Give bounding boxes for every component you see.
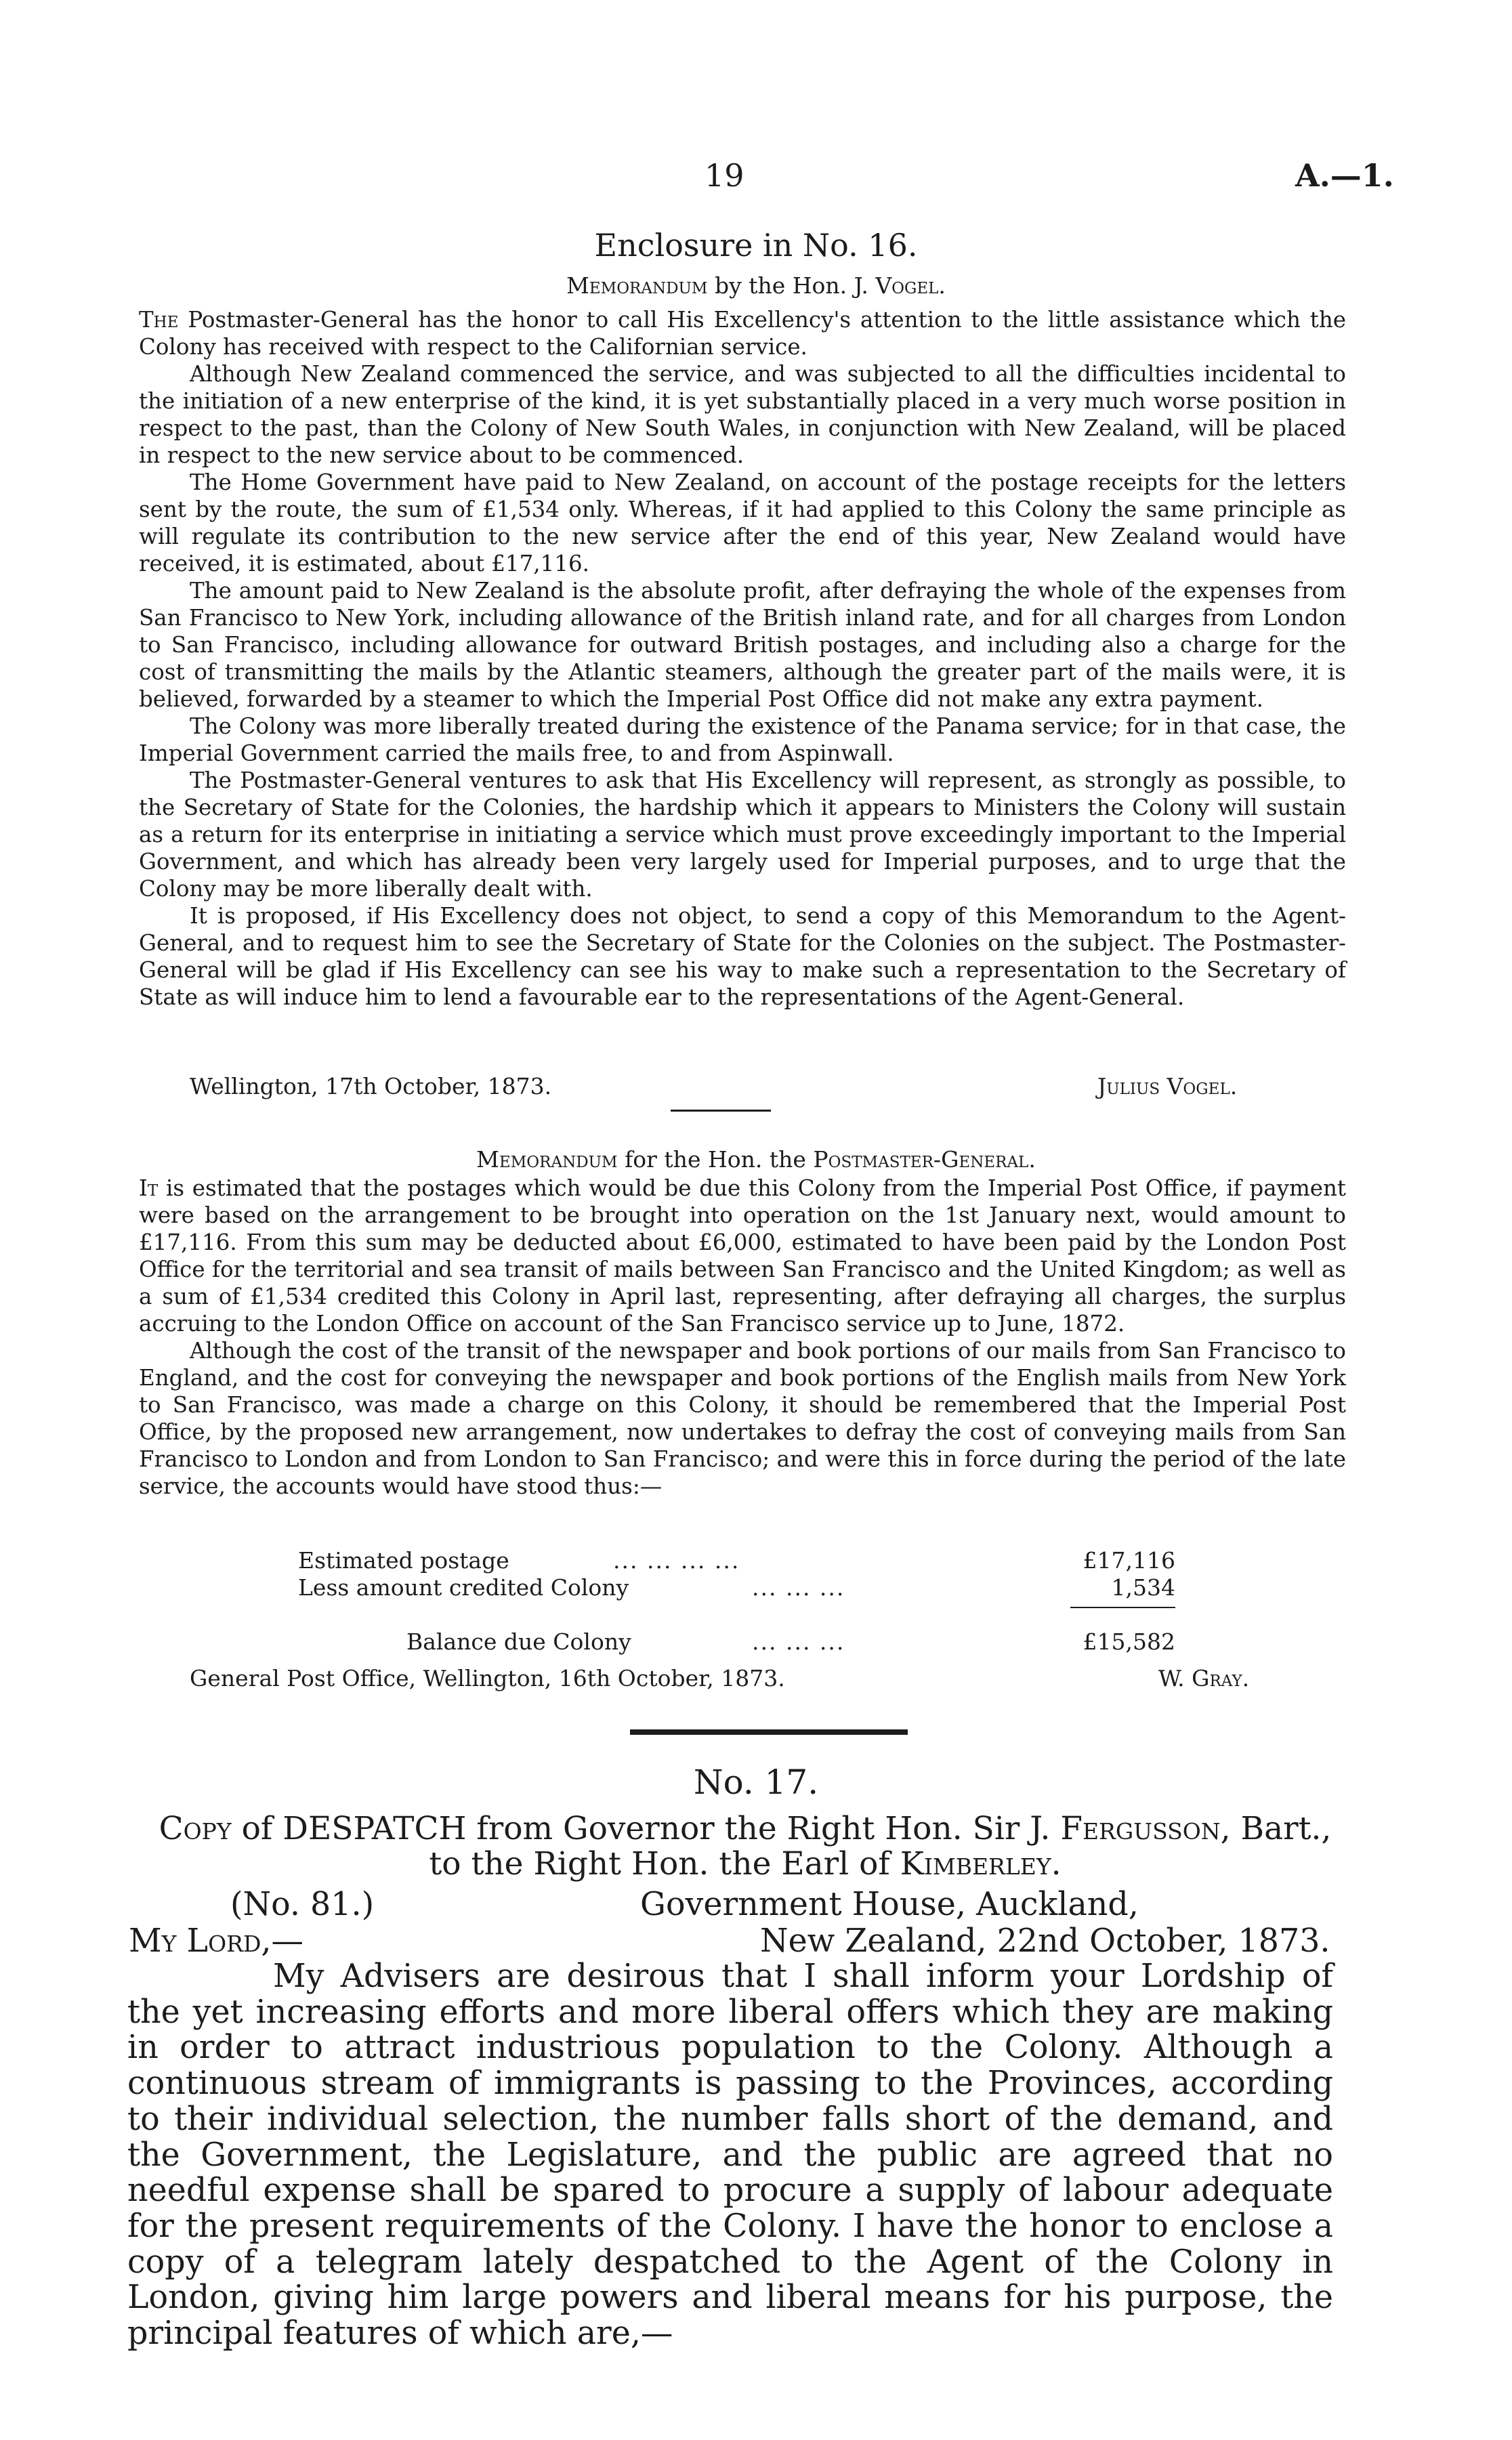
divider: [671, 1110, 771, 1112]
paragraph-text: Postmaster-General has the honor to call His Excellency's attention to the little assistance which the Colony has received with respect to the Californian service.: [139, 307, 1346, 360]
title-text: to the Right Hon. the Earl of: [429, 1845, 890, 1882]
signature: W. Gray.: [1158, 1665, 1250, 1691]
paragraph-text: is estimated that the postages which would be due this Colony from the Imperial Post Office, if payment were based on the arrangement to be brought into operation on the 1st January next, would amount to £17,116. From this sum may be deducted about £6,000, estimated to have been paid by the London Post Office for the territorial and sea transit of mails between San Francisco and the United Kingdom; as well as a sum of £1,534 credited this Colony in April last, representing, after defraying all charges, the surplus accruing to the London Office on account of the San Francisco service up to June, 1872.: [139, 1175, 1346, 1337]
place-date: General Post Office, Wellington, 16th October, 1873.: [190, 1665, 785, 1691]
salutation: My Lord,—: [129, 1922, 304, 1960]
title-text: Bart.,: [1240, 1810, 1332, 1847]
paragraph: The Colony was more liberally treated during the existence of the Panama service; for in that case, the Imperial Government carried the mails free, to and from Aspinwall.: [139, 713, 1346, 766]
vogel-memorandum-body: [139, 306, 1346, 1011]
despatch-body: [127, 1959, 1333, 2352]
total-amount: £15,582: [1083, 1628, 1175, 1655]
gray-memorandum-body: [139, 1175, 1346, 1500]
document-reference: A.—1.: [1295, 157, 1394, 194]
place-date: Wellington, 17th October, 1873.: [190, 1073, 552, 1099]
paragraph: It is proposed, if His Excellency does not object, to send a copy of this Memorandum to the Agent-General, and to request him to see the Secretary of State for the Colonies on the subject. The Postmaster-General will be glad if His Excellency can see his way to make such a representation to the Secretary of State as will induce him to lend a favourable ear to the representations of the Agent-General.: [139, 903, 1346, 1010]
location-line-2: New Zealand, 22nd October, 1873.: [760, 1922, 1330, 1960]
paragraph: The amount paid to New Zealand is the absolute profit, after defraying the whole of the expenses from San Francisco to New York, including allowance of the British inland rate, and for all charges from London to San Francisco, including allowance for outward British postages, and including also a charge for the cost of transmitting the mails by the Atlantic steamers, although the greater part of the mails were, it is believed, forwarded by a steamer to which the Imperial Post Office did not make any extra payment.: [139, 578, 1346, 712]
location-line-1: Government House, Auckland,: [640, 1886, 1139, 1923]
despatch-number: No. 17.: [693, 1763, 819, 1802]
enclosure-title: Enclosure in No. 16.: [594, 227, 918, 264]
paragraph: Although New Zealand commenced the service, and was subjected to all the difficulties incidental to the initiation of a new enterprise of the kind, it is yet substantially placed in a very much worse position in respect to the past, than the Colony of New South Wales, in conjunction with New Zealand, will be placed in respect to the new service about to be commenced.: [139, 361, 1346, 468]
despatch-title: [135, 1811, 1355, 1882]
row-amount: 1,534: [1111, 1574, 1175, 1601]
section-divider: [630, 1729, 908, 1735]
total-label: Balance due Colony: [406, 1628, 631, 1655]
lead-word: The: [139, 307, 179, 333]
despatch-title-line: [135, 1811, 1355, 1847]
despatch-title-line: [135, 1847, 1355, 1882]
paragraph: [139, 1175, 1346, 1337]
paragraph: The Postmaster-General ventures to ask that His Excellency will represent, as strongly as possible, to the Secretary of State for the Colonies, the hardship which it appears to Ministers the Colony will sustain as a return for its enterprise in initiating a service which must prove exceedingly important to the Imperial Government, and which has already been very largely used for Imperial purposes, and to urge that the Colony may be more liberally dealt with.: [139, 767, 1346, 902]
row-label: Estimated postage: [298, 1547, 509, 1574]
paragraph: My Advisers are desirous that I shall inform your Lordship of the yet increasing efforts and more liberal offers which they are making in order to attract industrious population to the Colony. Although a continuous stream of immigrants is passing to the Provinces, according to their individual selection, the number falls short of the demand, and the Government, the Legislature, and the public are agreed that no needful expense shall be spared to procure a supply of labour adequate for the present requirements of the Colony. I have the honor to enclose a copy of a telegram lately despatched to the Agent of the Colony in London, giving him large powers and liberal means for his purpose, the principal features of which are,—: [127, 1958, 1333, 2353]
sum-rule: [1070, 1607, 1175, 1608]
title-word: Copy: [159, 1810, 232, 1847]
row-label: Less amount credited Colony: [298, 1574, 629, 1601]
memorandum-heading: [0, 272, 1512, 299]
memorandum-heading-rest: for the Hon. the: [625, 1146, 806, 1173]
leader-dots: ... ... ...: [752, 1628, 845, 1655]
paragraph: Although the cost of the transit of the newspaper and book portions of our mails from San Francisco to England, and the cost for conveying the newspaper and book portions of the English mails from New York to San Francisco, was made a charge on this Colony, it should be remembered that the Imperial Post Office, by the proposed new arrangement, now undertakes to defray the cost of conveying mails from San Francisco to London and from London to San Francisco; and were this in force during the period of the late service, the accounts would have stood thus:—: [139, 1338, 1346, 1499]
memorandum-heading-rest: by the Hon. J.: [714, 272, 868, 299]
row-amount: £17,116: [1083, 1547, 1175, 1574]
paragraph: [139, 306, 1346, 360]
memorandum-label: Memorandum: [566, 272, 708, 299]
memorandum-heading: [0, 1146, 1512, 1173]
memorandum-recipient: Postmaster-General.: [813, 1146, 1036, 1173]
recipient-name: Kimberley.: [900, 1845, 1062, 1882]
governor-name: Fergusson,: [1060, 1810, 1231, 1847]
leader-dots: ... ... ...: [752, 1574, 845, 1601]
leader-dots: ... ... ... ...: [613, 1547, 740, 1574]
memorandum-label: Memorandum: [476, 1146, 618, 1173]
title-text: of DESPATCH from Governor the Right Hon. Sir J.: [241, 1810, 1051, 1847]
signature: Julius Vogel.: [1097, 1073, 1238, 1099]
despatch-no: (No. 81.): [230, 1886, 375, 1923]
lead-word: It: [139, 1175, 159, 1201]
paragraph: The Home Government have paid to New Zealand, on account of the postage receipts for the letters sent by the route, the sum of £1,534 only. Whereas, if it had applied to this Colony the same principle as will regulate its contribution to the new service after the end of this year, New Zealand would have received, it is estimated, about £17,116.: [139, 469, 1346, 576]
page-number: 19: [705, 157, 744, 194]
memorandum-author: Vogel.: [875, 272, 946, 299]
